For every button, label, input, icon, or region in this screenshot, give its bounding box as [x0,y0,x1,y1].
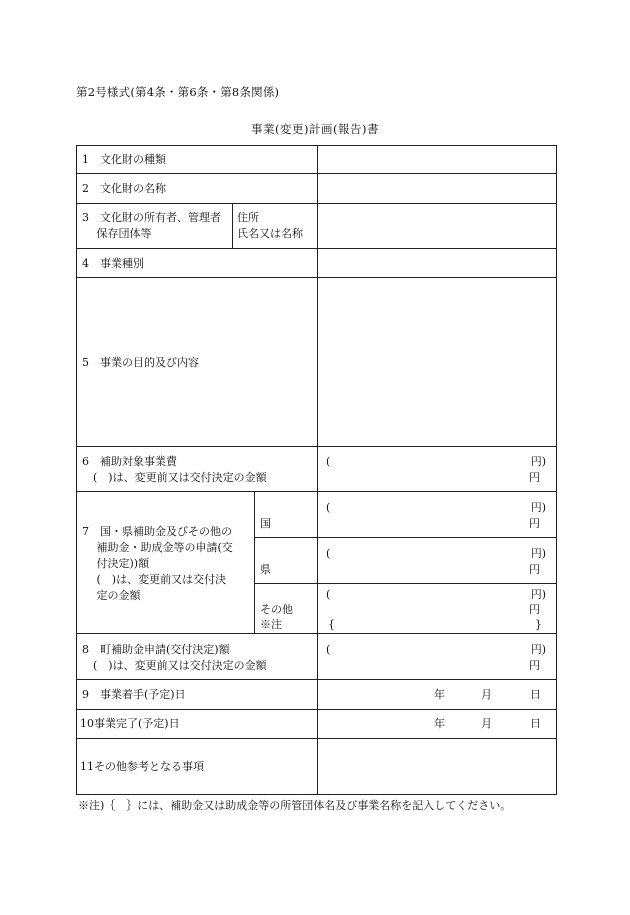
row8-label-line1: 8 町補助金申請(交付決定)額 [82,643,230,656]
row7-other-yen-paren: 円) [530,588,546,601]
row9-year: 年 [434,688,445,701]
row1-label: 1 文化財の種類 [82,153,166,166]
row6-value-cell[interactable] [317,446,557,492]
row10-day: 日 [530,717,541,730]
row7-national-paren-open: ( [326,501,331,514]
row3-label-line2: 保存団体等 [82,227,152,240]
row9-month: 月 [481,688,492,701]
row6-paren-open: ( [326,455,331,468]
row8-value-cell[interactable] [317,633,557,680]
row7-prefecture-yen: 円 [529,563,540,576]
row7-prefecture-label: 県 [260,563,271,576]
row6-label-line2: ( )は、変更前又は交付決定の金額 [82,471,267,484]
row2-label-cell [76,173,318,204]
row7-label-line4: ( )は、変更前又は交付決 [82,573,227,586]
footnote: ※注)｛ ｝には、補助金又は助成金等の所管団体名及び事業名称を記入してください。 [78,799,512,812]
row1-label-cell [76,145,318,174]
row6-label-line1: 6 補助対象事業費 [82,455,177,468]
row10-month: 月 [481,717,492,730]
row7-national-label: 国 [260,517,271,530]
row7-prefecture-value-cell[interactable] [317,537,557,584]
row9-label-cell [76,679,318,710]
row10-label: 10事業完了(予定)日 [80,717,180,730]
row7-prefecture-cell [254,537,318,584]
row7-other-yen: 円 [529,603,540,616]
row7-other-brace-close: } [535,618,542,631]
row11-label-cell [76,738,318,795]
row7-other-label: その他 [260,603,293,616]
row8-label-line2: ( )は、変更前又は交付決定の金額 [82,659,267,672]
row7-national-value-cell[interactable] [317,491,557,538]
row7-other-brace-open: { [328,618,335,631]
row8-paren-open: ( [326,643,331,656]
row8-yen: 円 [529,659,540,672]
row11-value-cell[interactable] [317,738,557,795]
row7-national-yen: 円 [529,517,540,530]
row6-yen: 円 [529,471,540,484]
row6-label-cell [76,446,318,492]
row3-value-cell[interactable] [317,203,557,249]
row4-value-cell[interactable] [317,248,557,278]
row10-label-cell [76,709,318,739]
row7-national-cell [254,491,318,538]
row6-yen-paren: 円) [530,455,546,468]
row8-label-cell [76,633,318,680]
row7-prefecture-paren-open: ( [326,547,331,560]
row7-label-line2: 補助金・助成金等の申請(交 [82,541,233,554]
row9-day: 日 [530,688,541,701]
row1-value-cell[interactable] [317,145,557,174]
row7-label-line1: 7 国・県補助金及びその他の [82,525,232,538]
row4-label-cell [76,248,318,278]
row3-label-cell [76,203,233,249]
row3-address-label: 住所 [237,211,259,224]
row3-name-label: 氏名又は名称 [237,227,303,240]
row4-label: 4 事業種別 [82,257,144,270]
row10-year: 年 [434,717,445,730]
row7-other-cell [254,583,318,634]
row9-value-cell[interactable] [317,679,557,710]
row7-label-cell [76,491,255,634]
row9-label: 9 事業着手(予定)日 [82,688,186,701]
row5-label-cell [76,277,318,447]
row11-label: 11その他参考となる事項 [80,760,204,773]
row10-value-cell[interactable] [317,709,557,739]
row7-prefecture-yen-paren: 円) [530,547,546,560]
form-number: 第2号様式(第4条・第6条・第8条関係) [76,85,280,99]
row8-yen-paren: 円) [530,643,546,656]
row7-other-note: ※注 [260,618,282,631]
row2-value-cell[interactable] [317,173,557,204]
row3-sub-cell [232,203,318,249]
row3-label-line1: 3 文化財の所有者、管理者 [82,211,221,224]
row5-label: 5 事業の目的及び内容 [82,356,199,369]
row7-label-line3: 付決定))額 [82,557,150,570]
row7-other-paren-open: ( [326,588,331,601]
row7-other-value-cell[interactable] [317,583,557,634]
document-title: 事業(変更)計画(報告)書 [251,122,379,136]
row5-value-cell[interactable] [317,277,557,447]
row2-label: 2 文化財の名称 [82,182,166,195]
row7-national-yen-paren: 円) [530,501,546,514]
row7-label-line5: 定の金額 [82,589,141,602]
